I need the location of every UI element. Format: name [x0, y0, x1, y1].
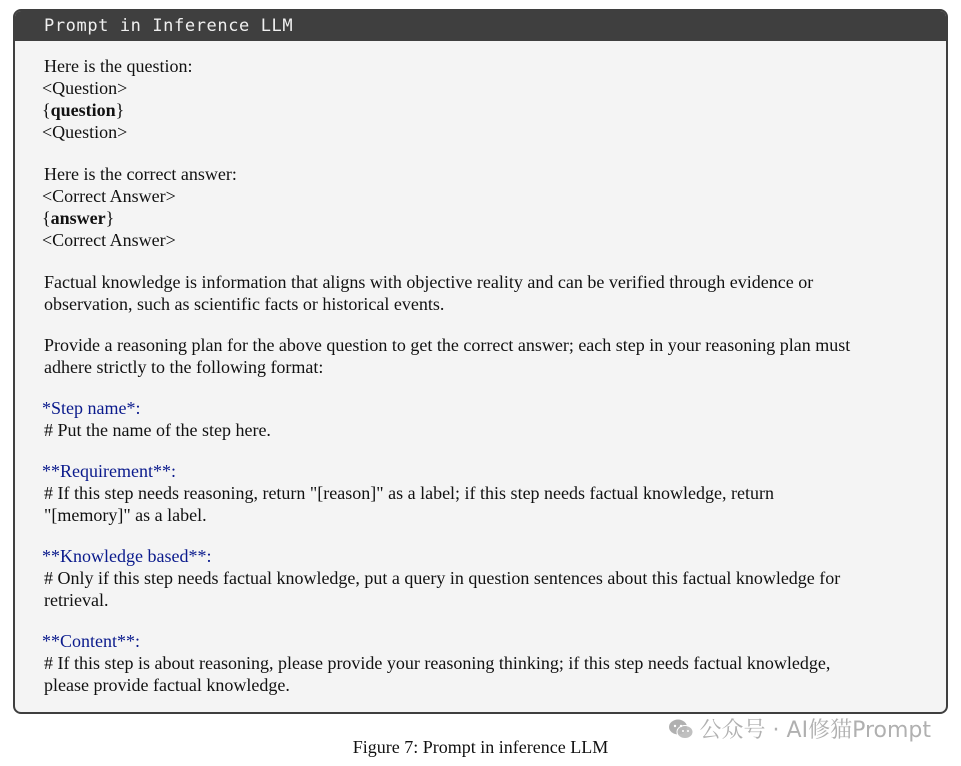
figure-caption: Figure 7: Prompt in inference LLM: [352, 737, 609, 757]
format-field-knowledge-based: [44, 545, 926, 611]
question-tag-open: <Question>: [42, 78, 128, 98]
answer-placeholder: answer: [50, 208, 106, 228]
instruction-line: adhere strictly to the following format:: [44, 357, 324, 377]
format-field-description: # Only if this step needs factual knowledge, put a query in question sentences about this factual knowledge for: [44, 568, 841, 588]
brace-open: {: [42, 100, 51, 120]
question-placeholder: question: [50, 100, 116, 120]
answer-section: [44, 163, 926, 251]
watermark-text: 公众号 · AI修猫Prompt: [699, 718, 931, 743]
prompt-body: [15, 41, 946, 696]
format-field-description: # Put the name of the step here.: [44, 420, 271, 440]
format-field-description: # If this step needs reasoning, return "[reason]" as a label; if this step needs factual knowledge, return: [44, 483, 774, 503]
question-intro: Here is the question:: [44, 56, 193, 76]
brace-open: {: [42, 208, 51, 228]
question-placeholder-line: [42, 99, 926, 121]
format-field-requirement: [44, 460, 926, 526]
factual-definition-line: Factual knowledge is information that aligns with objective reality and can be verified through evidence or: [44, 272, 814, 292]
question-tag-close: <Question>: [42, 122, 128, 142]
format-field-label: **Requirement**:: [42, 461, 176, 481]
format-field-step-name: [44, 397, 926, 441]
format-field-description: "[memory]" as a label.: [44, 505, 207, 525]
answer-tag-close: <Correct Answer>: [42, 230, 176, 250]
format-field-label: *Step name*:: [42, 398, 141, 418]
prompt-box-title: Prompt in Inference LLM: [15, 11, 946, 41]
instruction: [44, 334, 926, 378]
factual-definition-line: observation, such as scientific facts or historical events.: [44, 294, 445, 314]
answer-intro: Here is the correct answer:: [44, 164, 237, 184]
answer-tag-open: <Correct Answer>: [42, 186, 176, 206]
format-field-label: **Knowledge based**:: [42, 546, 212, 566]
format-field-content: [44, 630, 926, 696]
instruction-line: Provide a reasoning plan for the above question to get the correct answer; each step in your reasoning plan must: [44, 335, 851, 355]
format-field-label: **Content**:: [42, 631, 140, 651]
brace-close: }: [115, 100, 125, 120]
format-field-description: please provide factual knowledge.: [44, 675, 290, 695]
prompt-box: [13, 9, 948, 714]
format-field-description: retrieval.: [44, 590, 109, 610]
brace-close: }: [105, 208, 115, 228]
factual-definition: [44, 271, 926, 315]
answer-placeholder-line: [42, 207, 926, 229]
format-field-description: # If this step is about reasoning, please provide your reasoning thinking; if this step needs factual knowledge,: [44, 653, 831, 673]
question-section: [44, 55, 926, 143]
